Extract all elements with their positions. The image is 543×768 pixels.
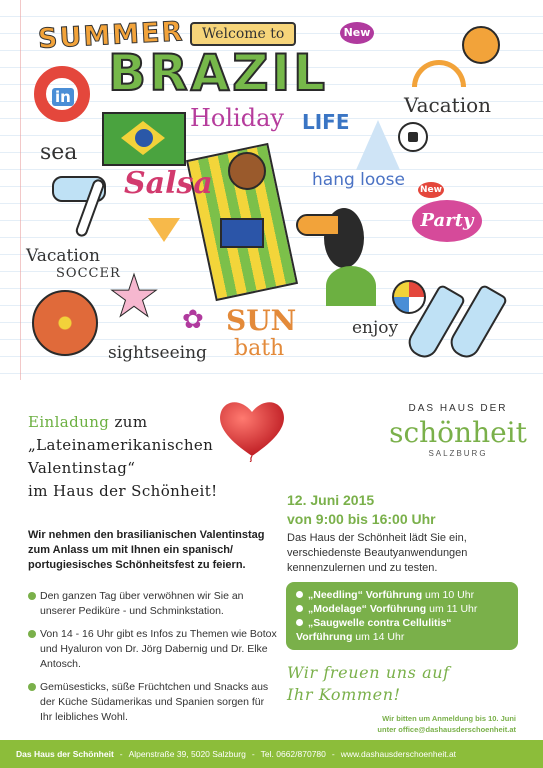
starfish-icon: ★ (108, 264, 160, 329)
bullet-dot-icon (296, 591, 303, 598)
cocktail-icon (148, 218, 180, 242)
butterfly-icon: ✿ (182, 304, 204, 334)
footer-address: Alpenstraße 39, 5020 Salzburg (128, 749, 246, 759)
rainbow-icon (412, 60, 466, 87)
soccer-ball-icon (398, 122, 428, 152)
event-time: von 9:00 bis 16:00 Uhr (287, 511, 436, 527)
sunbather-head-icon (228, 152, 266, 190)
beach-ball-icon (392, 280, 426, 314)
invitation-heading (28, 411, 218, 503)
bullet-dot-icon (296, 619, 303, 626)
event-intro: Das Haus der Schönheit lädt Sie ein, verschiedenste Beautyanwendungen kennenzulernen und zu testen. (287, 532, 468, 574)
salsa-word: Salsa (124, 166, 213, 201)
rsvp-note: Wir bitten um Anmeldung bis 10. Juni unter office@dashausderschoenheit.at (377, 714, 516, 734)
invitation-line2: „Lateinamerikanischen (28, 436, 214, 454)
bullet-list (28, 589, 278, 733)
bullet-dot-icon (28, 592, 36, 600)
invitation-word: Einladung (28, 413, 110, 431)
footer-phone: Tel. 0662/870780 (260, 749, 326, 759)
list-item: Gemüsesticks, süße Früchtchen und Snacks aus der Küche Südamerikas und Spanien sorgen für Ihr leibliches Wohl. (28, 680, 278, 725)
bath-word: bath (234, 336, 285, 361)
logo-main-text: schönheit (389, 416, 527, 449)
brazil-title: BRAZIL (108, 44, 329, 102)
event-date: 12. Juni 2015 (287, 492, 375, 508)
bullet-dot-icon (28, 630, 36, 638)
life-word: LIFE (302, 110, 350, 134)
invitation-line4: im Haus der Schönheit! (28, 482, 218, 500)
footer-bar: Das Haus der Schönheit - Alpenstraße 39, 5020 Salzburg - Tel. 0662/870780 - www.dashausderschoenheit.at (0, 740, 543, 768)
demo-item: „Needling“ Vorführung um 10 Uhr (296, 588, 508, 602)
demo-item-continuation: Vorführung um 14 Uhr (296, 631, 405, 643)
sun-word: SUN (226, 304, 297, 337)
footer-company-name: Das Haus der Schönheit (16, 749, 114, 759)
demo-item: „Modelage“ Vorführung um 11 Uhr (296, 602, 508, 616)
heart-balloon-icon (215, 394, 289, 462)
logo-sub-text: SALZBURG (428, 449, 488, 458)
sea-word: sea (40, 140, 78, 165)
list-item: Von 14 - 16 Uhr gibt es Infos zu Themen wie Botox und Hyaluron von Dr. Jörg Dabernig und Dr. Elke Antosch. (28, 627, 278, 672)
vacation-word-top: Vacation (404, 93, 492, 117)
sun-icon (462, 26, 500, 64)
sightseeing-word: sightseeing (108, 343, 207, 363)
new-badge-small: New (418, 182, 444, 198)
bullet-dot-icon (28, 683, 36, 691)
invitation-line3: Valentinstag“ (28, 459, 136, 477)
vacation-word-bottom: Vacation (26, 246, 100, 266)
bullet-dot-icon (296, 605, 303, 612)
sunbather-shorts-icon (220, 218, 264, 248)
list-item: Den ganzen Tag über verwöhnen wir Sie an unserer Pediküre - und Schminkstation. (28, 589, 278, 619)
demo-item: „Saugwelle contra Cellulitis“ (296, 616, 508, 630)
enjoy-word: enjoy (352, 318, 399, 338)
invitation-line1-rest: zum (109, 413, 148, 431)
soccer-word: SOCCER (56, 266, 121, 281)
closing-message: Wir freuen uns auf Ihr Kommen! (287, 663, 450, 704)
lifebuoy-in-label: in (52, 88, 74, 106)
brazil-flag-icon (102, 112, 186, 166)
hibiscus-flower-icon (32, 290, 98, 356)
demo-schedule-box (286, 582, 518, 650)
footer-website-link[interactable]: www.dashausderschoenheit.at (340, 749, 457, 759)
party-badge: Party (412, 200, 482, 242)
new-badge: New (340, 22, 374, 44)
holiday-word: Holiday (190, 104, 284, 132)
sailboat-icon (356, 120, 400, 170)
toucan-beak-icon (296, 214, 340, 236)
welcome-banner: Welcome to (190, 22, 296, 46)
summer-title: SUMMER (37, 16, 186, 55)
logo-top-text: DAS HAUS DER (408, 403, 508, 414)
lead-paragraph: Wir nehmen den brasilianischen Valentinstag zum Anlass um mit Ihnen ein spanisch/ portugiesisches Schönheitsfest zu feiern. (28, 529, 265, 571)
hang-loose-word: hang loose (312, 170, 406, 190)
collage-illustration (0, 0, 543, 380)
palm-tree-icon (326, 266, 376, 306)
